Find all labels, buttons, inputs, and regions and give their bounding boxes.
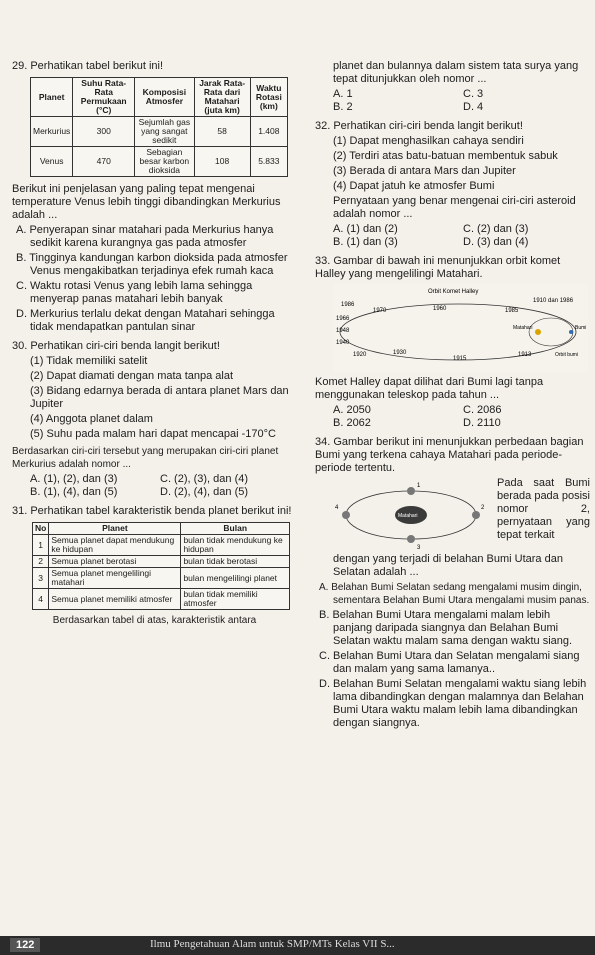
book-title: Ilmu Pengetahuan Alam untuk SMP/MTs Kelas VII S...: [150, 938, 395, 950]
q32-stem: 32. Perhatikan ciri-ciri benda langit berikut!: [315, 120, 523, 132]
table-cell: 1: [33, 535, 49, 556]
table-cell: 3: [33, 568, 49, 589]
table-row: [33, 535, 290, 556]
q33-options-row-1: [315, 404, 590, 417]
position-number: 1: [417, 483, 421, 489]
q31-options-row-2: [315, 101, 590, 114]
earth-position: [472, 511, 480, 519]
orbit-label: 1930: [393, 350, 407, 356]
orbit-label: Bumi: [575, 325, 587, 331]
earth-position: [407, 487, 415, 495]
sun-label: Matahari: [398, 513, 418, 519]
q33-stem: 33. Gambar di bawah ini menunjukkan orbit komet Halley yang mengelilingi Matahari.: [315, 255, 561, 280]
q33-prompt: Komet Halley dapat dilihat dari Bumi lagi tanpa menggunakan teleskop pada tahun ...: [315, 376, 544, 401]
q34-figure-block: [315, 477, 590, 553]
orbit-label: 1970: [373, 308, 387, 314]
orbit-label: 1913: [518, 352, 532, 358]
table-cell: Sejumlah gas yang sangat sedikit: [135, 117, 194, 147]
q34-stem: 34. Gambar berikut ini menunjukkan perbedaan bagian Bumi yang terkena cahaya Matahari pada periode-periode tertentu.: [315, 436, 584, 474]
q34-option-d: D. Belahan Bumi Selatan mengalami waktu siang lebih lama dibandingkan dengan malamnya dan Belahan Bumi Utara waktu malam lebih lama dibandingkan dengan siangnya.: [319, 678, 587, 729]
position-number: 2: [481, 505, 485, 511]
table-cell: Semua planet dapat mendukung ke hidupan: [49, 535, 181, 556]
q30-option-b: B. (1), (4), dan (5): [30, 486, 118, 498]
q30-options-row-2: [12, 486, 297, 499]
q32-option-d: D. (3) dan (4): [463, 236, 529, 248]
table-cell: Sebagian besar karbon dioksida: [135, 147, 194, 177]
q30-item-1: (1) Tidak memiliki satelit: [30, 355, 148, 367]
q30-item-4: (4) Anggota planet dalam: [30, 413, 153, 425]
q31-prompt: Berdasarkan tabel di atas, karakteristik antara: [52, 615, 257, 626]
table-cell: 4: [33, 589, 49, 610]
q30-prompt: Berdasarkan ciri-ciri tersebut yang merupakan ciri-ciri planet Merkurius adalah nomor ...: [12, 446, 279, 470]
q31-th-no: No: [33, 523, 49, 535]
orbit-label: 1910 dan 1986: [533, 298, 574, 304]
q33-option-d: D. 2110: [463, 417, 501, 429]
q31-table: [32, 522, 290, 610]
q29-th-planet: Planet: [31, 78, 73, 117]
table-cell: 5.833: [250, 147, 287, 177]
halley-orbit-figure: [333, 284, 588, 372]
table-row: [33, 556, 290, 568]
orbit-label: Matahari: [513, 325, 533, 331]
q31-th-bulan: Bulan: [181, 523, 290, 535]
orbit-label: 1920: [353, 352, 367, 358]
q33-option-b: B. 2062: [333, 417, 371, 429]
q34-prompt: dengan yang terjadi di belahan Bumi Utara dan Selatan adalah ...: [333, 553, 563, 578]
q29-th-jarak: Jarak Rata-Rata dari Matahari (juta km): [194, 78, 250, 117]
q29-prompt: Berikut ini penjelasan yang paling tepat mengenai temperature Venus lebih tinggi dibandingkan Merkurius adalah ...: [12, 183, 281, 221]
table-cell: 300: [73, 117, 135, 147]
q32-item-1: (1) Dapat menghasilkan cahaya sendiri: [333, 135, 524, 147]
q32-option-c: C. (2) dan (3): [463, 223, 529, 235]
table-cell: Venus: [31, 147, 73, 177]
q30-options-row-1: [12, 473, 297, 486]
left-column: [12, 60, 297, 629]
table-cell: Semua planet memiliki atmosfer: [49, 589, 181, 610]
q29-stem: 29. Perhatikan tabel berikut ini!: [12, 60, 164, 72]
q30-stem: 30. Perhatikan ciri-ciri benda langit berikut!: [12, 340, 220, 352]
table-row: [33, 589, 290, 610]
orbit-label: 1966: [336, 316, 350, 322]
q31-options-row-1: [315, 88, 590, 101]
q31-option-c: C. 3: [463, 88, 484, 100]
table-cell: 2: [33, 556, 49, 568]
q29-option-d: D. Merkurius terlalu dekat dengan Matahari sehingga tidak mendapatkan pantulan sinar: [16, 308, 275, 333]
q32-item-4: (4) Dapat jatuh ke atmosfer Bumi: [333, 180, 495, 192]
orbit-label: 1985: [505, 308, 519, 314]
sun-dot: [535, 329, 541, 335]
orbit-label: 1940: [336, 340, 350, 346]
q30-item-2: (2) Dapat diamati dengan mata tanpa alat: [30, 370, 234, 382]
q31-stem: 31. Perhatikan tabel karakteristik benda planet berikut ini!: [12, 505, 292, 517]
q31-option-a: A. 1: [333, 88, 353, 100]
q31-option-d: D. 4: [463, 101, 484, 113]
q32-option-b: B. (1) dan (3): [333, 236, 398, 248]
orbit-label: 1915: [453, 356, 467, 362]
earth-dot: [569, 330, 573, 334]
q29-th-rotasi: Waktu Rotasi (km): [250, 78, 287, 117]
q34-option-b: B. Belahan Bumi Utara mengalami malam lebih panjang daripada siangnya dan Belahan Bumi Selatan waktu malam sama dengan waktu siang.: [319, 609, 573, 647]
q30-option-a: A. (1), (2), dan (3): [30, 473, 118, 485]
q32-options-row-1: [315, 223, 590, 236]
earth-season-figure: [331, 479, 491, 551]
q32-options-row-2: [315, 236, 590, 249]
table-cell: 1.408: [250, 117, 287, 147]
q30-item-5: (5) Suhu pada malam hari dapat mencapai -170°C: [30, 428, 276, 440]
q33-option-c: C. 2086: [463, 404, 502, 416]
table-cell: bulan tidak mendukung ke hidupan: [181, 535, 290, 556]
q29-option-b: B. Tingginya kandungan karbon dioksida pada atmosfer Venus mengakibatkan terjadinya efek rumah kaca: [16, 252, 288, 277]
q34-option-c: C. Belahan Bumi Utara dan Selatan mengalami siang dan malam yang sama lamanya..: [319, 650, 580, 675]
q33-option-a: A. 2050: [333, 404, 371, 416]
q29-option-a: A. Penyerapan sinar matahari pada Merkurius hanya sedikit karena kurangnya gas pada atmosfer: [16, 224, 274, 249]
q32-item-3: (3) Berada di antara Mars dan Jupiter: [333, 165, 516, 177]
page-number: 122: [10, 938, 40, 952]
q33-options-row-2: [315, 417, 590, 430]
q29-th-suhu: Suhu Rata-Rata Permukaan (°C): [73, 78, 135, 117]
q30-option-d: D. (2), (4), dan (5): [160, 486, 249, 498]
orbit-label: Orbit bumi: [555, 352, 579, 358]
orbit-label: 1986: [341, 302, 355, 308]
table-cell: Semua planet berotasi: [49, 556, 181, 568]
table-row: [33, 568, 290, 589]
q29-th-komposisi: Komposisi Atmosfer: [135, 78, 194, 117]
earth-position: [342, 511, 350, 519]
page-footer: [0, 936, 595, 955]
position-number: 3: [417, 545, 421, 551]
orbit-label: 1948: [336, 328, 350, 334]
q31-th-planet: Planet: [49, 523, 181, 535]
q34-option-a: A. Belahan Bumi Selatan sedang mengalami musim dingin, sementara Belahan Bumi Utara mengalami musim panas.: [319, 582, 590, 606]
table-cell: Merkurius: [31, 117, 73, 147]
table-cell: bulan mengelilingi planet: [181, 568, 290, 589]
q29-option-c: C. Waktu rotasi Venus yang lebih lama sehingga menyerap panas matahari lebih banyak: [16, 280, 253, 305]
q32-option-a: A. (1) dan (2): [333, 223, 398, 235]
orbit-label: 1960: [433, 306, 447, 312]
table-cell: Semua planet mengelilingi matahari: [49, 568, 181, 589]
q29-table: [30, 77, 288, 177]
position-number: 4: [335, 505, 339, 511]
table-row: [31, 117, 288, 147]
q31-continued: planet dan bulannya dalam sistem tata surya yang tepat ditunjukkan oleh nomor ...: [333, 60, 579, 85]
table-cell: 470: [73, 147, 135, 177]
table-cell: 108: [194, 147, 250, 177]
table-cell: bulan tidak memiliki atmosfer: [181, 589, 290, 610]
table-cell: bulan tidak berotasi: [181, 556, 290, 568]
q30-item-3: (3) Bidang edarnya berada di antara planet Mars dan Jupiter: [30, 385, 289, 410]
table-cell: 58: [194, 117, 250, 147]
q32-prompt: Pernyataan yang benar mengenai ciri-ciri asteroid adalah nomor ...: [333, 195, 576, 220]
earth-position: [407, 535, 415, 543]
right-column: [315, 60, 590, 732]
orbit-title: Orbit Komet Halley: [428, 289, 479, 295]
q34-side-text: Pada saat Bumi berada pada posisi nomor 2, pernyataan yang tepat terkait: [497, 477, 590, 541]
table-row: [31, 147, 288, 177]
q32-item-2: (2) Terdiri atas batu-batuan membentuk sabuk: [333, 150, 558, 162]
q30-option-c: C. (2), (3), dan (4): [160, 473, 249, 485]
q31-option-b: B. 2: [333, 101, 353, 113]
